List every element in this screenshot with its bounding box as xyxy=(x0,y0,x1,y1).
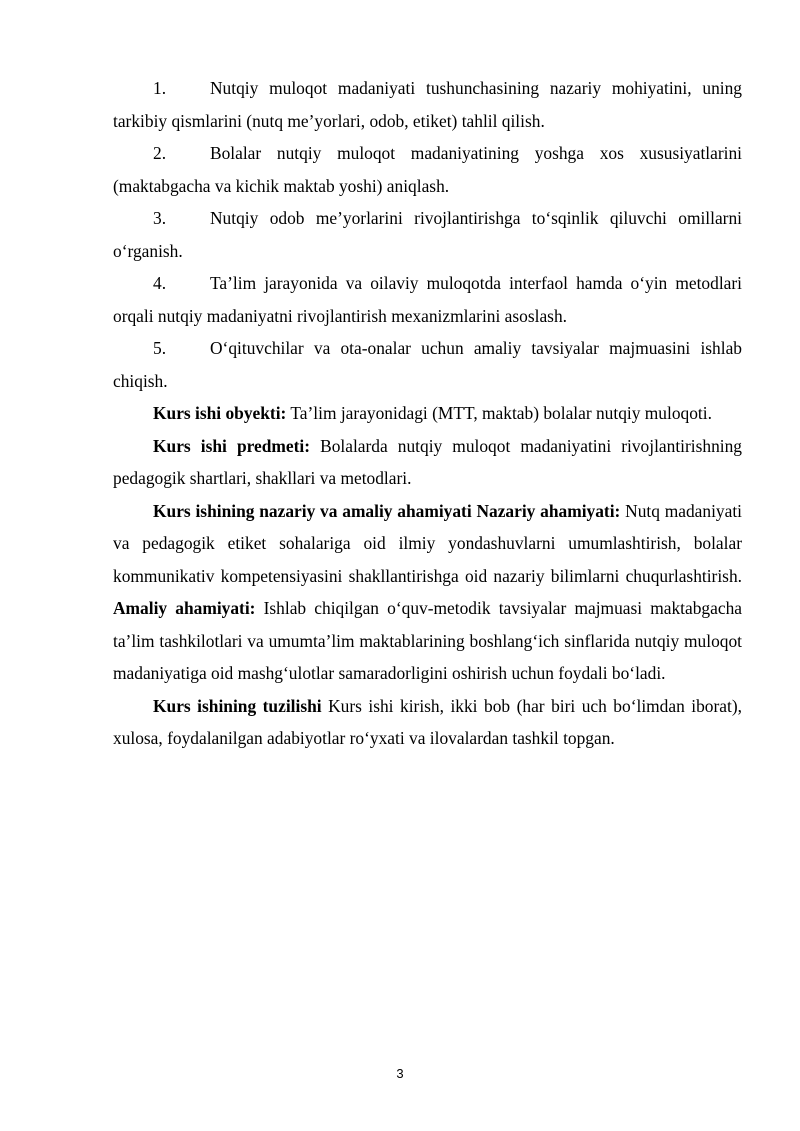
page-number: 3 xyxy=(396,1066,404,1081)
object-label: Kurs ishi obyekti: xyxy=(153,403,287,423)
object-paragraph xyxy=(113,397,742,430)
subject-paragraph xyxy=(113,430,742,495)
task-item-5 xyxy=(113,332,742,397)
significance-paragraph xyxy=(113,495,742,690)
subject-text: Bolalarda nutqiy muloqot madaniyatini rivojlantirishning pedagogik shartlari, shakllari va metodlari. xyxy=(113,435,742,488)
task-number: 1. xyxy=(153,78,167,98)
theory-text: Nutq madaniyati va pedagogik etiket sohalariga oid ilmiy yondashuvlarni umumlashtirish, bolalar kommunikativ kompetensiyasini shakllantirishga oid nazariy bilimlarni chuqurlashtirish. xyxy=(113,500,742,586)
task-item-3 xyxy=(113,202,742,267)
task-text: Ta’lim jarayonida va oilaviy muloqotda interfaol hamda o‘yin metodlari orqali nutqiy madaniyatni rivojlantirish mexanizmlarini asoslash. xyxy=(113,273,742,326)
subject-label: Kurs ishi predmeti: xyxy=(153,435,311,456)
task-item-4 xyxy=(113,267,742,332)
structure-paragraph xyxy=(113,690,742,755)
object-text: Ta’lim jarayonidagi (MTT, maktab) bolalar nutqiy muloqoti. xyxy=(286,403,712,423)
task-text: Nutqiy muloqot madaniyati tushunchasining nazariy mohiyatini, uning tarkibiy qismlarini (nutq me’yorlari, odob, etiket) tahlil qilish. xyxy=(113,78,742,131)
task-text: Bolalar nutqiy muloqot madaniyatining yoshga xos xususiyatlarini (maktabgacha va kichik maktab yoshi) aniqlash. xyxy=(113,143,742,196)
page-content xyxy=(113,72,742,755)
significance-label: Kurs ishining nazariy va amaliy ahamiyati Nazariy ahamiyati: xyxy=(153,500,621,521)
practical-text: Ishlab chiqilgan o‘quv-metodik tavsiyalar majmuasi maktabgacha ta’lim tashkilotlari va umumta’lim maktablarining boshlang‘ich sinflarida nutqiy muloqot madaniyatiga oid mashg‘ulotlar samaradorligini oshirish uchun foydali bo‘ladi. xyxy=(113,598,742,683)
practical-label: Amaliy ahamiyati: xyxy=(113,598,256,618)
task-number: 4. xyxy=(153,273,167,293)
task-text: Nutqiy odob me’yorlarini rivojlantirishga to‘sqinlik qiluvchi omillarni o‘rganish. xyxy=(113,208,742,261)
structure-text: Kurs ishi kirish, ikki bob (har biri uch bo‘limdan iborat), xulosa, foydalanilgan adabiyotlar ro‘yxati va ilovalardan tashkil topgan. xyxy=(113,695,742,748)
task-number: 2. xyxy=(153,143,167,163)
task-number: 3. xyxy=(153,208,167,228)
structure-label: Kurs ishining tuzilishi xyxy=(153,695,322,716)
task-item-2 xyxy=(113,137,742,202)
task-item-1 xyxy=(113,72,742,137)
task-number: 5. xyxy=(153,338,167,358)
task-text: O‘qituvchilar va ota-onalar uchun amaliy tavsiyalar majmuasini ishlab chiqish. xyxy=(113,338,742,391)
